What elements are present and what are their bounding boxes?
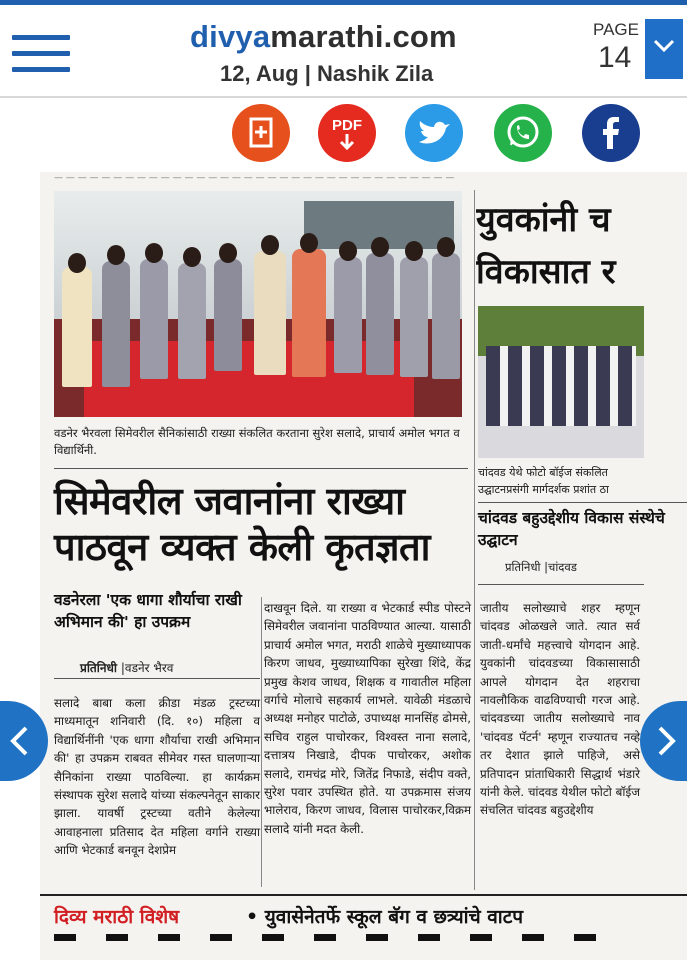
article-photo[interactable] bbox=[54, 191, 462, 417]
page-number: 14 bbox=[598, 41, 632, 74]
chevron-down-icon bbox=[653, 39, 675, 53]
divider bbox=[54, 678, 260, 679]
divider bbox=[478, 584, 644, 585]
special-strip bbox=[40, 895, 687, 935]
column-rule bbox=[474, 190, 475, 890]
article-subhead: वडनेरला 'एक धागा शौर्याचा राखी अभिमान की' हा उपक्रम bbox=[54, 591, 242, 631]
right-article-subhead: चांदवड बहुउद्देशीय विकास संस्थेचे उद्घाटन bbox=[478, 509, 665, 549]
divider bbox=[478, 502, 687, 503]
twitter-icon bbox=[405, 104, 463, 162]
photo-caption: वडनेर भैरवला सिमेवरील सैनिकांसाठी राख्या संकलित करताना सुरेश सलादे, प्राचार्य अमोल भगत व विद्यार्थिनी. bbox=[54, 426, 460, 457]
pdf-button[interactable] bbox=[318, 104, 376, 162]
page-label: PAGE bbox=[593, 20, 639, 39]
right-article-photo[interactable] bbox=[478, 306, 644, 458]
article-headline: सिमेवरील जवानांना राख्या पाठवून व्यक्त केली कृतज्ञता bbox=[54, 479, 430, 569]
page-top-cropped-text: — — — — — — — — — — — — — — — — — — — — — — — — — — — — — — — — — — bbox=[54, 173, 455, 183]
clip-icon bbox=[232, 104, 290, 162]
brand-block bbox=[190, 19, 500, 87]
site-logo[interactable]: divyamarathi.com bbox=[190, 19, 457, 54]
article-column-1: सलादे बाबा कला क्रीडा मंडळ ट्रस्टच्या माध्यमातून शनिवारी (दि. १०) महिला व विद्यार्थिनींनी 'एक धागा शौर्याचा राखी अभिमान की' हा उपक्रम राबवत सीमेवर गस्त घालणाऱ्या सैनिकांना राख्या पाठविल्या. हा कार्यक्रम संस्थापक सुरेश सलादे यांच्या संकल्पनेतून साकार झाला. यावर्षी ट्रस्टच्या वतीने केलेल्या आवाहनाला प्रतिसाद देत महिला वर्गाने राख्या आणि भेटकार्ड बनवून देशप्रेम bbox=[54, 696, 260, 858]
hamburger-menu-icon[interactable] bbox=[12, 33, 70, 77]
article-byline: प्रतिनिधी |वडनेर भैरव bbox=[80, 661, 174, 675]
clip-button[interactable] bbox=[232, 104, 290, 162]
chevron-left-icon bbox=[6, 725, 34, 757]
right-photo-caption: चांदवड येथे फोटो बॉईज संकलित उद्घाटनप्रसंगी मार्गदर्शक प्रशांत ठा bbox=[478, 466, 609, 496]
special-headline: • युवासेनेतर्फे स्कूल बॅग व छत्र्यांचे वाटप bbox=[246, 906, 524, 928]
facebook-button[interactable] bbox=[582, 104, 640, 162]
right-article-byline: प्रतिनिधी |चांदवड bbox=[505, 560, 577, 574]
pdf-label: PDF bbox=[332, 117, 362, 134]
chevron-right-icon bbox=[652, 725, 680, 757]
app-header bbox=[0, 5, 687, 98]
facebook-icon bbox=[582, 104, 640, 162]
divider bbox=[54, 468, 468, 469]
article-column-2: दाखवून दिले. या राख्या व भेटकार्ड स्पीड पोस्टने सिमेवरील जवानांना पाठविण्यात आल्या. यासाठी प्राचार्य अमोल भगत, मराठी शाळेचे मुख्याध्यापक किरण जाधव, मुख्याध्यापिका सुरेखा शिंदे, केंद्र प्रमुख केशव जाधव, शिक्षक व गावातील महिला वर्गाचे मोलाचे सहकार्य लाभले. यावेळी मंडळाचे अध्यक्ष मनोहर पाटोळे, उपाध्यक्ष मानसिंह ढोमसे, सचिव राहुल पाचोरकर, विश्वस्त नाना सलादे, दत्तात्रय निखाडे, दीपक पाचोरकर, अशोक सलादे, रामचंद्र मोरे, जितेंद्र निफाडे, संदीप वक्ते, सुरेश पवार उपस्थित होते. या उपक्रमास संजय भालेराव, किरण जाधव, विलास पाचोरकर,विक्रम सलादे यांनी मदत केली. bbox=[264, 601, 471, 836]
twitter-button[interactable] bbox=[405, 104, 463, 162]
next-headline-cropped bbox=[54, 934, 644, 960]
column-rule bbox=[261, 597, 262, 887]
right-article-headline: युवकांनी च विकासात र bbox=[476, 200, 616, 292]
share-bar bbox=[0, 99, 687, 171]
whatsapp-button[interactable] bbox=[494, 104, 552, 162]
edition-label: 12, Aug | Nashik Zila bbox=[220, 61, 434, 86]
right-article-body: जातीय सलोख्याचे शहर म्हणून चांदवड ओळखले जाते. त्यात सर्व जाती-धर्मांचे महत्त्वाचे योगदान आहे. युवकांनी चांदवडच्या विकासासाठी आपले योगदान देत शहराचा नावलौकिक वाढविण्याची गरज आहे. चांदवडच्या जातीय सलोख्याचे नाव 'चांदवड पॅटर्न' म्हणून राज्यातच नव्हे तर देशात झाले पाहिजे, असे प्रतिपादन प्रांताधिकारी सिद्धार्थ भंडारे यांनी केले. चांदवड येथील फोटो बॉईज संचलित चांदवड बहुउद्देशीय bbox=[480, 601, 640, 818]
newspaper-page[interactable] bbox=[40, 172, 687, 960]
special-label: दिव्य मराठी विशेष bbox=[54, 906, 180, 928]
whatsapp-icon bbox=[494, 104, 552, 162]
pdf-icon bbox=[318, 104, 376, 162]
page-dropdown-button[interactable] bbox=[645, 19, 683, 79]
